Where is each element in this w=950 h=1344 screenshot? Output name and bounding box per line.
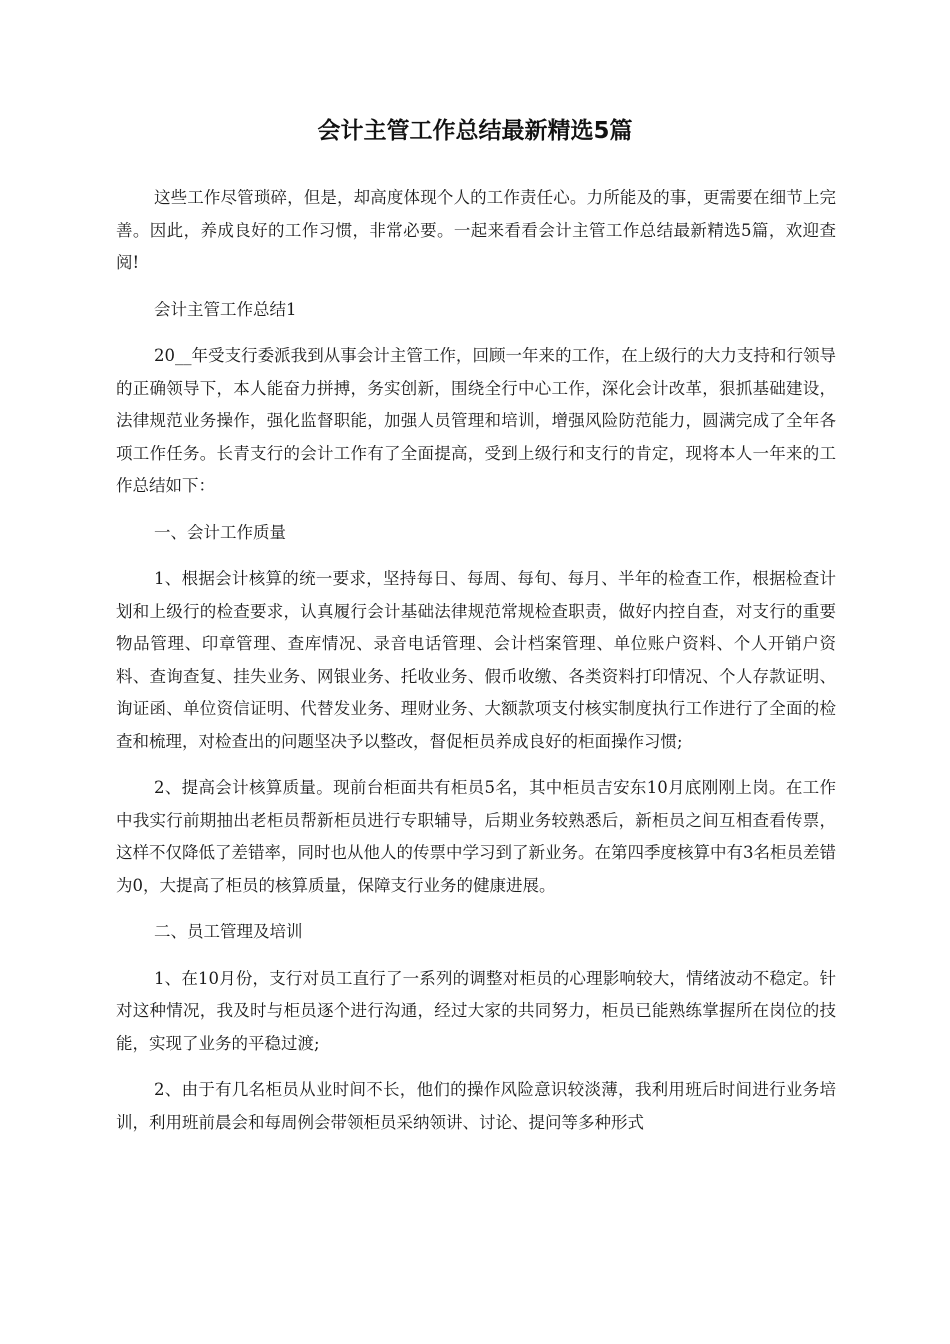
section-heading-accounting-quality: 一、会计工作质量 (154, 522, 286, 542)
section-heading-staff-training: 二、员工管理及培训 (154, 922, 303, 941)
document-title: 会计主管工作总结最新精选5篇 (317, 118, 633, 144)
staff-training-item-2: 2、由于有几名柜员从业时间不长，他们的操作风险意识较淡薄，我利用班后时间进行业务培训，利用班前晨会和每周例会带领柜员采纳领讲、讨论、提问等多种形式 (116, 1080, 836, 1132)
accounting-quality-item-2: 2、提高会计核算质量。现前台柜面共有柜员5名，其中柜员吉安东10月底刚刚上岗。在工作中我实行前期抽出老柜员帮新柜员进行专职辅导，后期业务较熟悉后，新柜员之间互相查看传票，这样不仅降低了差错率，同时也从他人的传票中学习到了新业务。在第四季度核算中有3名柜员差错为0，大提高了柜员的核算质量，保障支行业务的健康进展。 (116, 778, 836, 895)
document-body (116, 182, 836, 1153)
intro-paragraph: 这些工作尽管琐碎，但是，却高度体现个人的工作责任心。力所能及的事，更需要在细节上完善。因此，养成良好的工作习惯，非常必要。一起来看看会计主管工作总结最新精选5篇，欢迎查阅! (116, 188, 836, 272)
summary-1-paragraph: 20__年受支行委派我到从事会计主管工作，回顾一年来的工作，在上级行的大力支持和行领导的正确领导下，本人能奋力拼搏，务实创新，围绕全行中心工作，深化会计改革，狠抓基础建设，法律规范业务操作，强化监督职能，加强人员管理和培训，增强风险防范能力，圆满完成了全年各项工作任务。长青支行的会计工作有了全面提高，受到上级行和支行的肯定，现将本人一年来的工作总结如下： (116, 346, 836, 495)
staff-training-item-1: 1、在10月份，支行对员工直行了一系列的调整对柜员的心理影响较大，情绪波动不稳定。针对这种情况，我及时与柜员逐个进行沟通，经过大家的共同努力，柜员已能熟练掌握所在岗位的技能，实现了业务的平稳过渡; (116, 968, 836, 1053)
accounting-quality-item-1: 1、根据会计核算的统一要求，坚持每日、每周、每旬、每月、半年的检查工作，根据检查计划和上级行的检查要求，认真履行会计基础法律规范常规检查职责，做好内控自查，对支行的重要物品管理、印章管理、查库情况、录音电话管理、会计档案管理、单位账户资料、个人开销户资料、查询查复、挂失业务、网银业务、托收业务、假币收缴、各类资料打印情况、个人存款证明、询证函、单位资信证明、代替发业务、理财业务、大额款项支付核实制度执行工作进行了全面的检查和梳理，对检查出的问题坚决予以整改，督促柜员养成良好的柜面操作习惯; (116, 569, 836, 751)
section-heading-summary-1: 会计主管工作总结1 (154, 299, 297, 319)
